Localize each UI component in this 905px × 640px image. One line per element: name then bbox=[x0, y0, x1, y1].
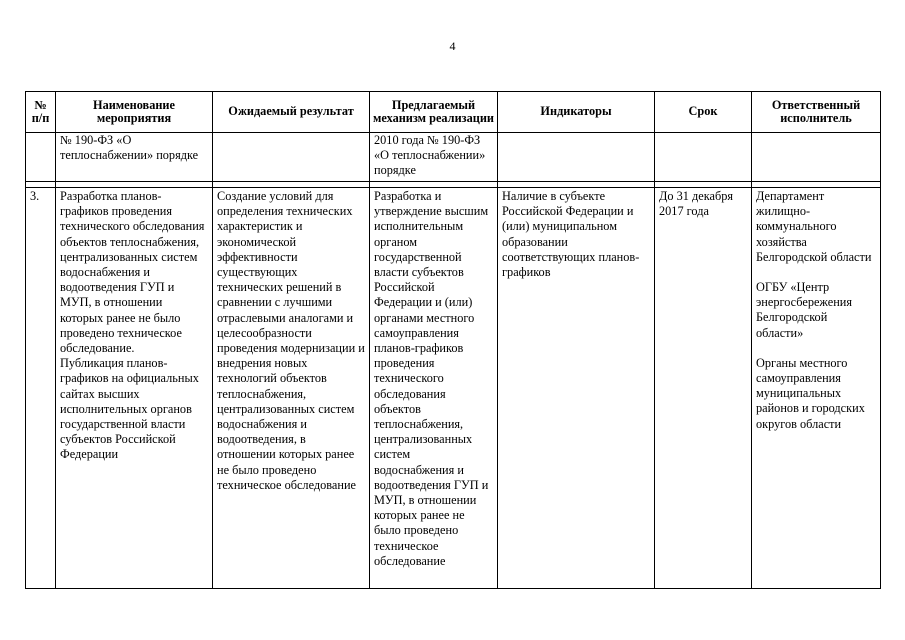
cell-mechanism: Разработка и утверждение высшим исполнительным органом государственной власти субъектов Российской Федерации и (или) органами местного самоуправления планов-графиков проведения технического обследования объектов теплоснабжения, централизованных систем водоснабжения и водоотведения ГУП и МУП, в отношении которых ранее не было проведено техническое обследование bbox=[370, 188, 498, 589]
header-responsible: Ответственный исполнитель bbox=[752, 92, 881, 133]
cell-activity-name bbox=[56, 188, 213, 589]
cell-activity-name: № 190-ФЗ «О теплоснабжении» порядке bbox=[56, 133, 213, 182]
cell-indicators: Наличие в субъекте Российской Федерации и (или) муниципальном образовании соответствующих планов-графиков bbox=[498, 188, 655, 589]
header-deadline: Срок bbox=[655, 92, 752, 133]
cell-number bbox=[26, 133, 56, 182]
action-plan-table bbox=[25, 91, 881, 589]
header-indicators: Индикаторы bbox=[498, 92, 655, 133]
page-number: 4 bbox=[449, 39, 456, 53]
header-mechanism: Предлагаемый механизм реализации bbox=[370, 92, 498, 133]
cell-responsible bbox=[752, 188, 881, 589]
header-number: № п/п bbox=[26, 92, 56, 133]
table-row-3 bbox=[26, 188, 881, 589]
header-activity-name: Наименование мероприятия bbox=[56, 92, 213, 133]
activity-name-text: Разработка планов-графиков проведения технического обследования объектов теплоснабжения, централизованных систем водоснабжения и водоотведения ГУП и МУП, в отношении которых ранее не было проведено техническое обследование. bbox=[60, 189, 205, 356]
responsible-department: Департамент жилищно-коммунального хозяйства Белгородской области bbox=[756, 189, 872, 264]
table-row-continuation bbox=[26, 133, 881, 182]
activity-name-publication: Публикация планов-графиков на официальных сайтах высших исполнительных органов государственной власти субъектов Российской Федерации bbox=[60, 356, 199, 462]
cell-expected-result: Создание условий для определения технических характеристик и экономической эффективности существующих технических решений в сравнении с лучшими отраслевыми аналогами и целесообразности проведения модернизации и внедрения новых технологий объектов теплоснабжения, централизованных систем водоснабжения и водоотведения, в отношении которых ранее не было проведено техническое обследование bbox=[213, 188, 370, 589]
responsible-local-authorities: Органы местного самоуправления муниципальных районов и городских округов области bbox=[756, 355, 865, 431]
cell-deadline bbox=[655, 133, 752, 182]
cell-mechanism: 2010 года № 190-ФЗ «О теплоснабжении» порядке bbox=[370, 133, 498, 182]
table-header-row bbox=[26, 92, 881, 133]
cell-indicators bbox=[498, 133, 655, 182]
cell-number: 3. bbox=[26, 188, 56, 589]
header-expected-result: Ожидаемый результат bbox=[213, 92, 370, 133]
cell-responsible bbox=[752, 133, 881, 182]
responsible-ogbu: ОГБУ «Центр энергосбережения Белгородской области» bbox=[756, 280, 853, 340]
cell-expected-result bbox=[213, 133, 370, 182]
cell-deadline: До 31 декабря 2017 года bbox=[655, 188, 752, 589]
